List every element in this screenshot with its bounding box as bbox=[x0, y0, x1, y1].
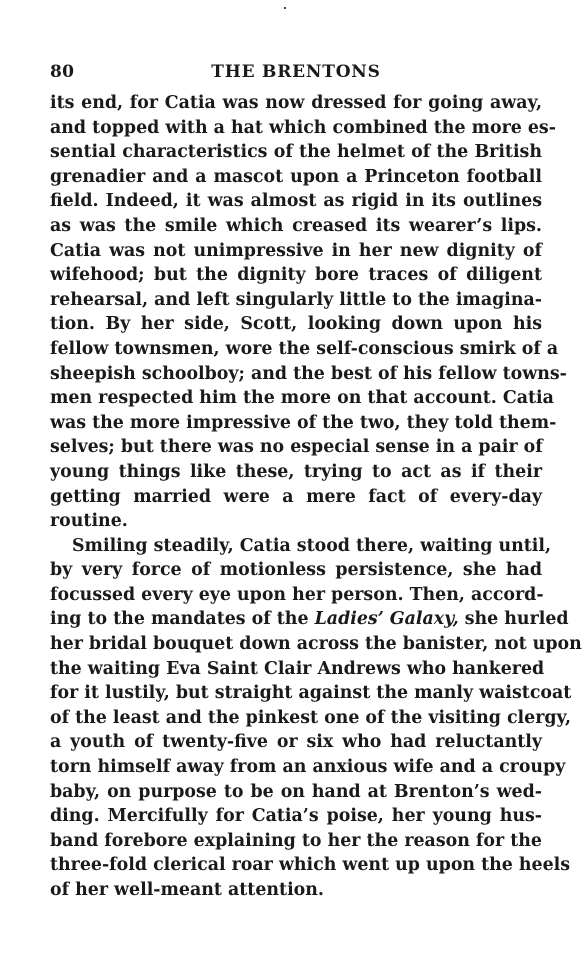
text-line: was the more impressive of the two, they told them- bbox=[50, 412, 557, 433]
text-line: getting married were a mere fact of every-day bbox=[50, 486, 542, 507]
text-line: grenadier and a mascot upon a Princeton football bbox=[50, 166, 542, 187]
text-line: young things like these, trying to act as if their bbox=[50, 461, 542, 482]
text-line: the waiting Eva Saint Clair Andrews who hankered bbox=[50, 658, 545, 679]
text-line: of her well-meant attention. bbox=[50, 880, 324, 900]
print-mark bbox=[284, 7, 286, 9]
text-line: by very force of motionless persistence, she had bbox=[50, 560, 542, 581]
text-line: of the least and the pinkest one of the visiting clergy, bbox=[50, 707, 572, 728]
text-line: a youth of twenty-five or six who had reluctantly bbox=[50, 732, 542, 753]
text-line: selves; but there was no especial sense in a pair of bbox=[50, 437, 543, 458]
text-line: wifehood; but the dignity bore traces of diligent bbox=[50, 265, 542, 286]
text-line: rehearsal, and left singularly little to the imagina- bbox=[50, 289, 542, 310]
text-line: sential characteristics of the helmet of the British bbox=[50, 142, 542, 163]
italic-title: Ladies’ Galaxy, bbox=[314, 609, 459, 630]
book-page bbox=[50, 0, 582, 955]
text-line: torn himself away from an anxious wife and a croupy bbox=[50, 757, 566, 778]
text-line: Smiling steadily, Catia stood there, waiting until, bbox=[72, 535, 552, 556]
text-line: and topped with a hat which combined the more es- bbox=[50, 117, 556, 138]
text-line: ding. Mercifully for Catia’s poise, her young hus- bbox=[50, 806, 542, 827]
text-line: as was the smile which creased its wearer’s lips. bbox=[50, 215, 542, 236]
text-line: sheepish schoolboy; and the best of his fellow towns- bbox=[50, 363, 567, 384]
text-line: three-fold clerical roar which went up upon the heels bbox=[50, 855, 571, 876]
text-line: its end, for Catia was now dressed for going away, bbox=[50, 93, 542, 113]
text-line: baby, on purpose to be on hand at Brenton’s wed- bbox=[50, 781, 542, 802]
text-line: for it lustily, but straight against the manly waistcoat bbox=[50, 683, 572, 704]
text-line: men respected him the more on that account. Catia bbox=[50, 388, 554, 409]
text-line: focussed every eye upon her person. Then, accord- bbox=[50, 584, 544, 605]
text-line: Catia was not unimpressive in her new dignity of bbox=[50, 240, 542, 261]
text-segment: ing to the mandates of the bbox=[50, 609, 309, 630]
text-segment: she hurled bbox=[464, 609, 569, 630]
text-line: fellow townsmen, wore the self-conscious smirk of a bbox=[50, 338, 559, 359]
text-line: band forebore explaining to her the reason for the bbox=[50, 830, 542, 851]
text-line-with-italic bbox=[50, 607, 569, 632]
text-line: her bridal bouquet down across the banister, not upon bbox=[50, 634, 582, 655]
page-number: 80 bbox=[50, 62, 75, 82]
text-line: routine. bbox=[50, 511, 128, 532]
running-title: THE BRENTONS bbox=[211, 62, 381, 82]
running-head bbox=[50, 62, 542, 84]
body-text bbox=[50, 91, 582, 903]
text-line: tion. By her side, Scott, looking down upon his bbox=[50, 314, 542, 335]
text-line: field. Indeed, it was almost as rigid in its outlines bbox=[50, 191, 542, 212]
